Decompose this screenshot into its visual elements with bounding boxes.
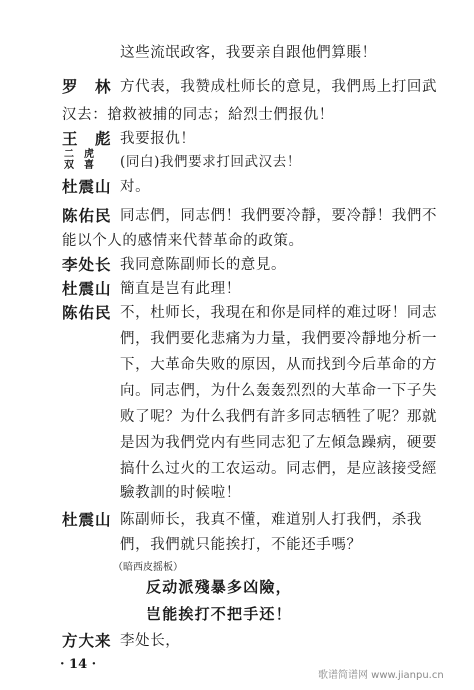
speaker-name: 方大来 (62, 631, 112, 650)
dialogue-text: 向。同志們，为什么轰轰烈烈的大革命一下子失 (120, 383, 438, 399)
dialogue-text: 不，杜师长，我現在和你是同样的难过呀！同志 (120, 305, 438, 321)
speaker-name: 二 虎 (64, 149, 94, 160)
dialogue-text: 們，我們要化悲痛为力量，我們要冷靜地分析一 (120, 331, 438, 347)
page-number: · 14 · (60, 657, 97, 672)
speaker-name: 双 喜 (64, 160, 94, 171)
speaker-name: 李处长 (62, 255, 112, 274)
watermark: 歌谱简谱网 www.jianpu.cn (318, 670, 444, 681)
dialogue-text: (同白)我們要求打回武汉去！ (120, 154, 301, 170)
dialogue-text: 下，大革命失败的原因，从而找到今后革命的方 (120, 357, 438, 373)
dialogue-text: 我要报仇！ (120, 131, 196, 147)
speaker-name: 杜震山 (62, 510, 112, 529)
dialogue-text: 我同意陈副师长的意見。 (120, 257, 287, 273)
dialogue-text: 驗教訓的时候啦！ (120, 485, 241, 501)
speaker-name: 王 彪 (62, 129, 112, 148)
verse-text: 岂能挨打不把手还！ (146, 605, 292, 623)
speaker-name: 陈佑民 (62, 303, 112, 322)
dialogue-text: 是因为我們党内有些同志犯了左傾急躁病，硬要 (120, 435, 438, 451)
dialogue-text: 能以个人的感情来代替革命的政策。 (62, 233, 304, 249)
dialogue-text: 方代表，我赞成杜师长的意見，我們馬上打回武 (120, 79, 438, 95)
dialogue-text: 搞什么过火的工农运动。同志們，是应該接受經 (120, 461, 438, 477)
dialogue-text: 陈副师长，我真不懂，难道别人打我們，杀我 (120, 512, 422, 528)
speaker-name: 罗 林 (62, 77, 112, 96)
music-note: （暗西皮摇板） (113, 562, 183, 573)
speaker-name: 陈佑民 (62, 206, 112, 225)
dialogue-text: 同志們，同志們！我們要冷靜，要冷靜！我們不 (120, 208, 438, 224)
speaker-name: 杜震山 (62, 279, 112, 298)
dialogue-text: 汉去：搶救被捕的同志；給烈士們报仇！ (62, 107, 334, 123)
speaker-name: 杜震山 (62, 177, 112, 196)
dialogue-text: 李处长， (120, 633, 181, 649)
dialogue-text: 簡直是岂有此理！ (120, 281, 241, 297)
dialogue-text: 对。 (120, 179, 151, 195)
dialogue-text: 們，我們就只能挨打，不能还手嗎？ (120, 537, 362, 553)
verse-text: 反动派殘暴多凶險， (146, 578, 292, 596)
dialogue-text: 败了呢？为什么我們有許多同志牺牲了呢？那就 (120, 409, 438, 425)
dialogue-text: 这些流氓政客，我要亲自跟他們算賬！ (120, 45, 377, 61)
